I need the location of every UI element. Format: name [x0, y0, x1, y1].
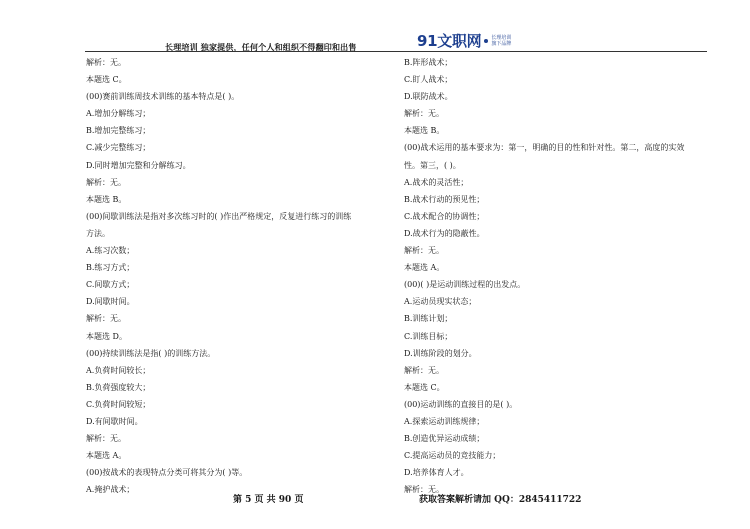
text-line: A.负荷时间较长； [86, 365, 151, 375]
text-line: A.探索运动训练规律； [404, 416, 485, 426]
text-line: D.同时增加完整和分解练习。 [86, 160, 191, 170]
text-line: 本题选 A。 [404, 263, 445, 273]
text-line: D.培养体育人才。 [404, 468, 469, 478]
brand-dot-icon [484, 39, 488, 43]
text-line: B.练习方式； [86, 263, 135, 273]
text-line: B.增加完整练习； [86, 126, 151, 136]
text-line: C.负荷时间较短； [86, 399, 151, 409]
text-line: A.掩护战术； [86, 485, 135, 495]
text-line: (00)赛前训练周技术训练的基本特点是( )。 [86, 92, 240, 102]
text-line: 解析：无。 [404, 246, 444, 256]
text-line: (00)持续训练法是指( )的训练方法。 [86, 348, 216, 358]
text-line: C.盯人战术； [404, 75, 453, 85]
text-line: 本题选 B。 [404, 126, 445, 136]
text-line: D.间歇时间。 [86, 297, 135, 307]
text-line: D.战术行为的隐蔽性。 [404, 228, 485, 238]
text-line: 解析：无。 [86, 58, 126, 67]
text-line: 本题选 A。 [86, 451, 127, 461]
text-line: B.创造优异运动成绩； [404, 434, 485, 444]
text-line: C.战术配合的协调性； [404, 211, 485, 221]
brand [417, 30, 511, 51]
text-line: 本题选 D。 [86, 331, 127, 341]
text-line: 本题选 C。 [404, 382, 445, 392]
text-line: D.有间歇时间。 [86, 416, 143, 426]
brand-logo: 91文职网 [417, 32, 482, 50]
header-divider [85, 51, 707, 52]
text-line: 解析：无。 [86, 177, 126, 187]
header-notice: 长理培训 独家提供，任何个人和组织不得翻印和出售 [165, 42, 357, 52]
text-line: C.提高运动员的竞技能力； [404, 451, 501, 461]
brand-tagline [491, 35, 511, 47]
text-line: (00)按战术的表现特点分类可将其分为( )等。 [86, 468, 248, 478]
text-line: 本题选 B。 [86, 194, 127, 204]
text-line: B.训练计划； [404, 314, 453, 324]
text-line: B.战术行动的预见性； [404, 194, 485, 204]
text-line: D.训练阶段的划分。 [404, 348, 477, 358]
text-line: (00)运动训练的直接目的是( )。 [404, 399, 518, 409]
page-number: 第 5 页 共 90 页 [233, 495, 304, 505]
text-line: A.练习次数； [86, 246, 135, 256]
text-line: (00)( )是运动训练过程的出发点。 [404, 280, 526, 290]
text-line: A.运动员现实状态； [404, 297, 477, 307]
text-line: B.阵形战术； [404, 58, 453, 67]
text-line: C.训练目标； [404, 331, 453, 341]
text-line: (00)战术运用的基本要求为：第一，明确的目的性和针对性。第二，高度的实效 [404, 143, 685, 153]
text-line: B.负荷强度较大； [86, 382, 151, 392]
right-column [404, 54, 704, 498]
contact-info: 获取答案解析请加 QQ：2845411722 [419, 495, 582, 505]
text-line: 解析：无。 [404, 485, 444, 495]
left-column [86, 54, 388, 498]
text-line: A.战术的灵活性； [404, 177, 469, 187]
text-line: 本题选 C。 [86, 75, 127, 85]
text-line: 方法。 [86, 228, 110, 238]
text-line: C.间歇方式； [86, 280, 135, 290]
text-line: 性。第三，( )。 [404, 160, 461, 170]
text-line: 解析：无。 [86, 314, 126, 324]
text-line: 解析：无。 [404, 365, 444, 375]
brand-tagline-line-1: 长理培训 [491, 34, 512, 41]
brand-tagline-line-2: 旗下品牌 [491, 40, 512, 47]
text-line: 解析：无。 [86, 434, 126, 444]
text-line: (00)间歇训练法是指对多次练习时的( )作出严格规定，反复进行练习的训练 [86, 211, 352, 221]
text-line: C.减少完整练习； [86, 143, 151, 153]
text-line: A.增加分解练习； [86, 109, 151, 119]
text-line: D.联防战术。 [404, 92, 453, 102]
text-line: 解析：无。 [404, 109, 444, 119]
